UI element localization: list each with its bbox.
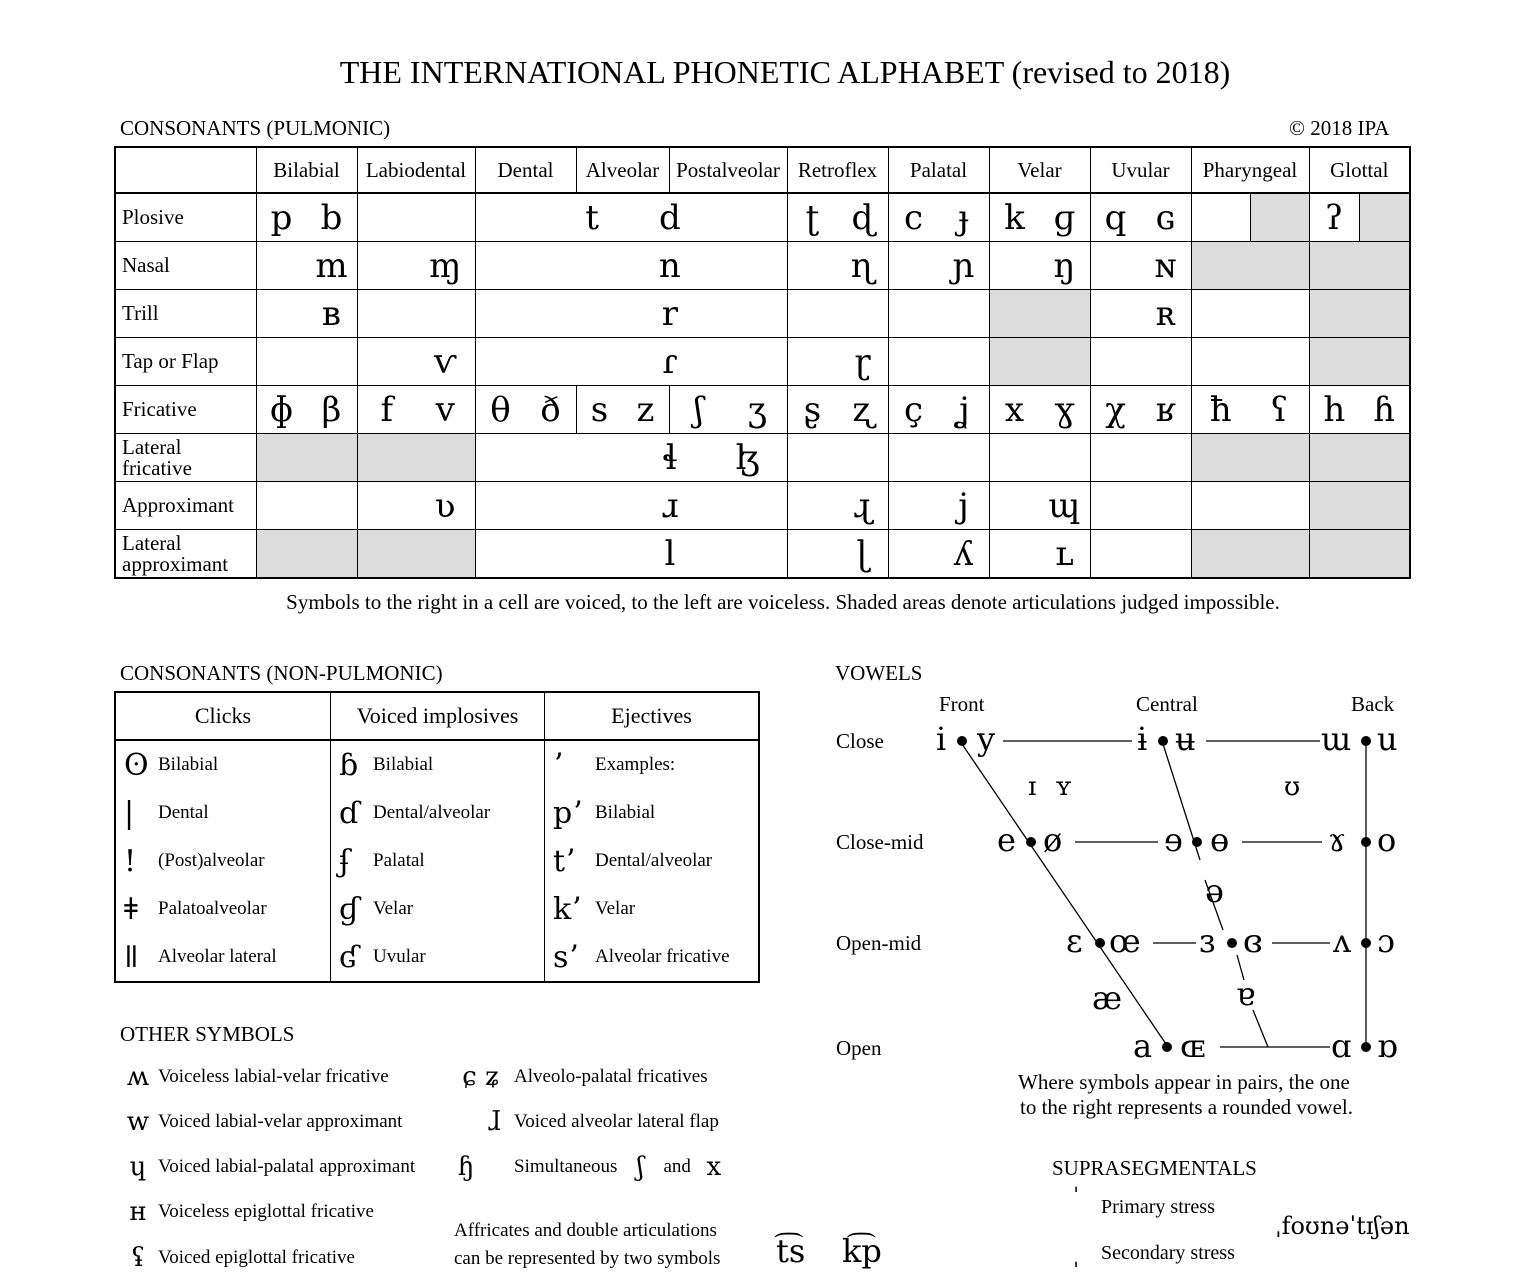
list-item: ɕ ʑ Alveolo-palatal fricatives (462, 1062, 708, 1092)
ipa-symbol: ʂ (803, 389, 822, 430)
list-item: pʼ Bilabial (553, 795, 656, 831)
ipa-symbol: l (664, 533, 676, 574)
ipa-symbol: r (661, 293, 678, 334)
col-header: Bilabial (256, 147, 357, 193)
ipa-symbol: ʃ (694, 389, 704, 430)
row-label: Fricative (115, 386, 256, 434)
vowels-heading: VOWELS (835, 661, 923, 685)
primary-stress-mark: ˈ (1073, 1185, 1080, 1210)
ipa-symbol: ɲ (952, 245, 975, 286)
ipa-symbol: t (585, 197, 599, 238)
vowel-note: Where symbols appear in pairs, the one (1018, 1070, 1350, 1094)
ipa-symbol: ʐ (852, 389, 873, 430)
row-label: Nasal (115, 242, 256, 290)
col-header: Voiced implosives (331, 692, 545, 740)
list-item: ʘ Bilabial (124, 747, 219, 783)
list-item: ! (Post)alveolar (124, 843, 265, 879)
ipa-symbol: ɟ (958, 197, 969, 238)
vowel-symbol: ʊ (1284, 772, 1301, 802)
ipa-symbol: f (380, 389, 394, 430)
list-item: ɓ Bilabial (339, 747, 434, 783)
ipa-symbol: s (590, 389, 609, 430)
vowel-col-central: Central (1136, 692, 1198, 716)
ipa-symbol: m (315, 245, 348, 286)
ipa-symbol: k (1004, 197, 1025, 238)
secondary-stress-mark: ˌ (1073, 1245, 1080, 1270)
page-title: THE INTERNATIONAL PHONETIC ALPHABET (revised to 2018) (339, 54, 1231, 90)
vowel-symbol: ɪ (1028, 772, 1037, 802)
ipa-symbol: θ (490, 389, 511, 430)
ipa-symbol: ɮ (735, 437, 760, 478)
pulmonic-heading: CONSONANTS (PULMONIC) (120, 116, 391, 140)
ipa-symbol: z (636, 389, 655, 430)
ipa-symbol: ɽ (854, 341, 871, 382)
list-item: kʼ Velar (553, 891, 636, 927)
list-item: | Dental (124, 795, 209, 831)
col-header: Pharyngeal (1191, 147, 1309, 193)
ipa-symbol: ð (540, 389, 561, 430)
ipa-symbol: ɹ (661, 485, 679, 526)
vowel-symbol: ʌ (1333, 922, 1352, 960)
ipa-symbol: h (1323, 389, 1346, 430)
col-header: Labiodental (357, 147, 475, 193)
ipa-symbol: ʔ (1325, 197, 1344, 238)
affricate-note: can be represented by two symbols (454, 1248, 721, 1269)
col-header: Clicks (115, 692, 331, 740)
vowel-symbol: ɯ (1321, 720, 1352, 758)
list-item: ʍ Voiceless labial-velar fricative (126, 1062, 389, 1092)
ipa-symbol: x (1004, 389, 1025, 430)
list-item: ɗ Dental/alveolar (339, 795, 491, 831)
vowel-symbol: ʉ (1175, 720, 1196, 758)
ipa-symbol: ɸ (269, 389, 294, 430)
vowel-row-open: Open (836, 1036, 882, 1060)
vowel-symbol: ɤ (1328, 821, 1347, 859)
list-item: ʄ Palatal (339, 843, 425, 879)
ipa-symbol: c (903, 197, 924, 238)
vowel-symbol: i (936, 720, 947, 758)
ipa-symbol: ɰ (1048, 485, 1081, 526)
ipa-symbol: ʁ (1155, 389, 1176, 430)
list-item: tʼ Dental/alveolar (553, 843, 713, 879)
ipa-symbol: ⱱ (433, 341, 457, 382)
ipa-symbol: v (435, 389, 455, 430)
pulmonic-note: Symbols to the right in a cell are voiced, to the left are voiceless. Shaded areas denote articulations judged impossible. (286, 590, 1280, 614)
vowel-symbol: ɵ (1210, 821, 1230, 859)
col-header: Dental (475, 147, 576, 193)
vowel-symbol: ɨ (1137, 720, 1148, 758)
ipa-symbol: ɱ (429, 245, 462, 286)
vowel-symbol: y (977, 720, 996, 758)
ipa-symbol: ɡ (1053, 197, 1076, 238)
list-item: ʢ Voiced epiglottal fricative (131, 1243, 355, 1273)
vowel-symbol: o (1377, 821, 1397, 859)
row-label: Lateral fricative (115, 434, 256, 482)
ipa-symbol: p (270, 197, 293, 238)
vowel-symbol: ɛ (1066, 922, 1083, 960)
list-item: ʛ Uvular (339, 939, 426, 975)
vowel-symbol: ə (1205, 872, 1224, 910)
vowel-row-open-mid: Open-mid (836, 931, 922, 955)
vowel-col-back: Back (1351, 692, 1395, 716)
vowel-symbol: ɘ (1164, 821, 1183, 859)
ipa-symbol: b (320, 197, 343, 238)
row-label: Trill (115, 290, 256, 338)
ipa-symbol: ʟ (1055, 533, 1074, 574)
ipa-symbol: ɣ (1054, 389, 1075, 430)
list-item: ʼ Examples: (553, 747, 676, 783)
vowel-symbol: ɔ (1377, 922, 1395, 960)
vowel-symbol: u (1377, 720, 1398, 758)
ipa-symbol: ɢ (1155, 197, 1176, 238)
ipa-symbol: ɻ (853, 485, 872, 526)
ts-symbol: t͡s (776, 1232, 806, 1270)
vowel-symbol: œ (1109, 922, 1141, 960)
ipa-symbol: ɭ (856, 533, 869, 574)
ipa-symbol: ʕ (1270, 389, 1289, 430)
vowel-symbol: ɶ (1180, 1027, 1206, 1065)
row-label: Approximant (115, 482, 256, 530)
ipa-symbol: ʙ (321, 293, 342, 334)
col-header: Glottal (1309, 147, 1410, 193)
vowel-symbol: æ (1092, 979, 1123, 1017)
col-header: Ejectives (545, 692, 760, 740)
nonpulmonic-heading: CONSONANTS (NON-PULMONIC) (120, 661, 443, 685)
vowel-symbol: ø (1043, 821, 1063, 859)
vowel-row-close-mid: Close-mid (836, 830, 924, 854)
ipa-symbol: χ (1105, 389, 1126, 430)
vowel-col-front: Front (939, 692, 985, 716)
ipa-symbol: ɾ (662, 341, 678, 382)
col-header: Palatal (888, 147, 989, 193)
col-header: Alveolar (576, 147, 669, 193)
list-item: ɧ Simultaneous ʃ and x (457, 1152, 722, 1182)
list-item: ɠ Velar (339, 891, 414, 927)
row-label: Tap or Flap (115, 338, 256, 386)
ipa-symbol: β (321, 389, 342, 430)
list-item: w Voiced labial-velar approximant (126, 1107, 403, 1137)
ipa-symbol: ɴ (1154, 245, 1177, 286)
other-heading: OTHER SYMBOLS (120, 1022, 295, 1046)
ipa-symbol: ʀ (1155, 293, 1176, 334)
ipa-symbol: ħ (1209, 389, 1232, 430)
ipa-symbol: ʒ (747, 389, 767, 430)
vowel-symbol: ɜ (1199, 922, 1216, 960)
ipa-symbol: ç (903, 389, 924, 430)
ipa-symbol: ɬ (662, 437, 678, 478)
copyright: © 2018 IPA (1289, 116, 1390, 140)
secondary-stress-label: Secondary stress (1101, 1242, 1235, 1264)
primary-stress-label: Primary stress (1101, 1196, 1215, 1218)
ipa-symbol: q (1104, 197, 1127, 238)
col-header: Postalveolar (669, 147, 787, 193)
ipa-symbol: ʋ (434, 485, 456, 526)
list-item: ɥ Voiced labial-palatal approximant (129, 1152, 416, 1182)
list-item: sʼ Alveolar fricative (553, 939, 730, 975)
affricate-note: Affricates and double articulations (454, 1220, 717, 1241)
col-header: Retroflex (787, 147, 888, 193)
ipa-symbol: ŋ (1053, 245, 1076, 286)
vowel-row-close: Close (836, 729, 884, 753)
ipa-symbol: ɖ (851, 197, 874, 238)
ipa-symbol: ɦ (1373, 389, 1396, 430)
ipa-symbol: n (658, 245, 681, 286)
vowel-symbol: a (1133, 1027, 1153, 1065)
list-item: ʜ Voiceless epiglottal fricative (129, 1197, 374, 1227)
stress-example: ˌfoʊnəˈtɪʃən (1275, 1212, 1410, 1240)
vowel-symbol: e (997, 821, 1016, 859)
ipa-symbol: ʈ (805, 197, 820, 238)
list-item: ǁ Alveolar lateral (124, 939, 277, 975)
vowel-symbol: ɑ (1331, 1027, 1352, 1065)
col-header: Uvular (1090, 147, 1191, 193)
list-item: ɺ Voiced alveolar lateral flap (487, 1107, 719, 1137)
vowel-note: to the right represents a rounded vowel. (1020, 1095, 1353, 1119)
col-header: Velar (989, 147, 1090, 193)
vowel-symbol: ɒ (1377, 1027, 1398, 1065)
vowel-symbol: ʏ (1055, 772, 1073, 802)
vowel-symbol: ɐ (1236, 975, 1256, 1013)
kp-symbol: k͡p (842, 1232, 882, 1270)
row-label: Plosive (115, 193, 256, 242)
vowel-symbol: ɞ (1243, 922, 1263, 960)
list-item: ǂ Palatoalveolar (124, 891, 267, 927)
row-label: Lateral approximant (115, 530, 256, 579)
ipa-symbol: d (658, 197, 681, 238)
ipa-symbol: ɳ (850, 245, 875, 286)
ipa-symbol: ʎ (953, 533, 974, 574)
ipa-symbol: j (958, 485, 969, 526)
supra-heading: SUPRASEGMENTALS (1052, 1156, 1257, 1180)
ipa-symbol: ʝ (957, 389, 970, 430)
